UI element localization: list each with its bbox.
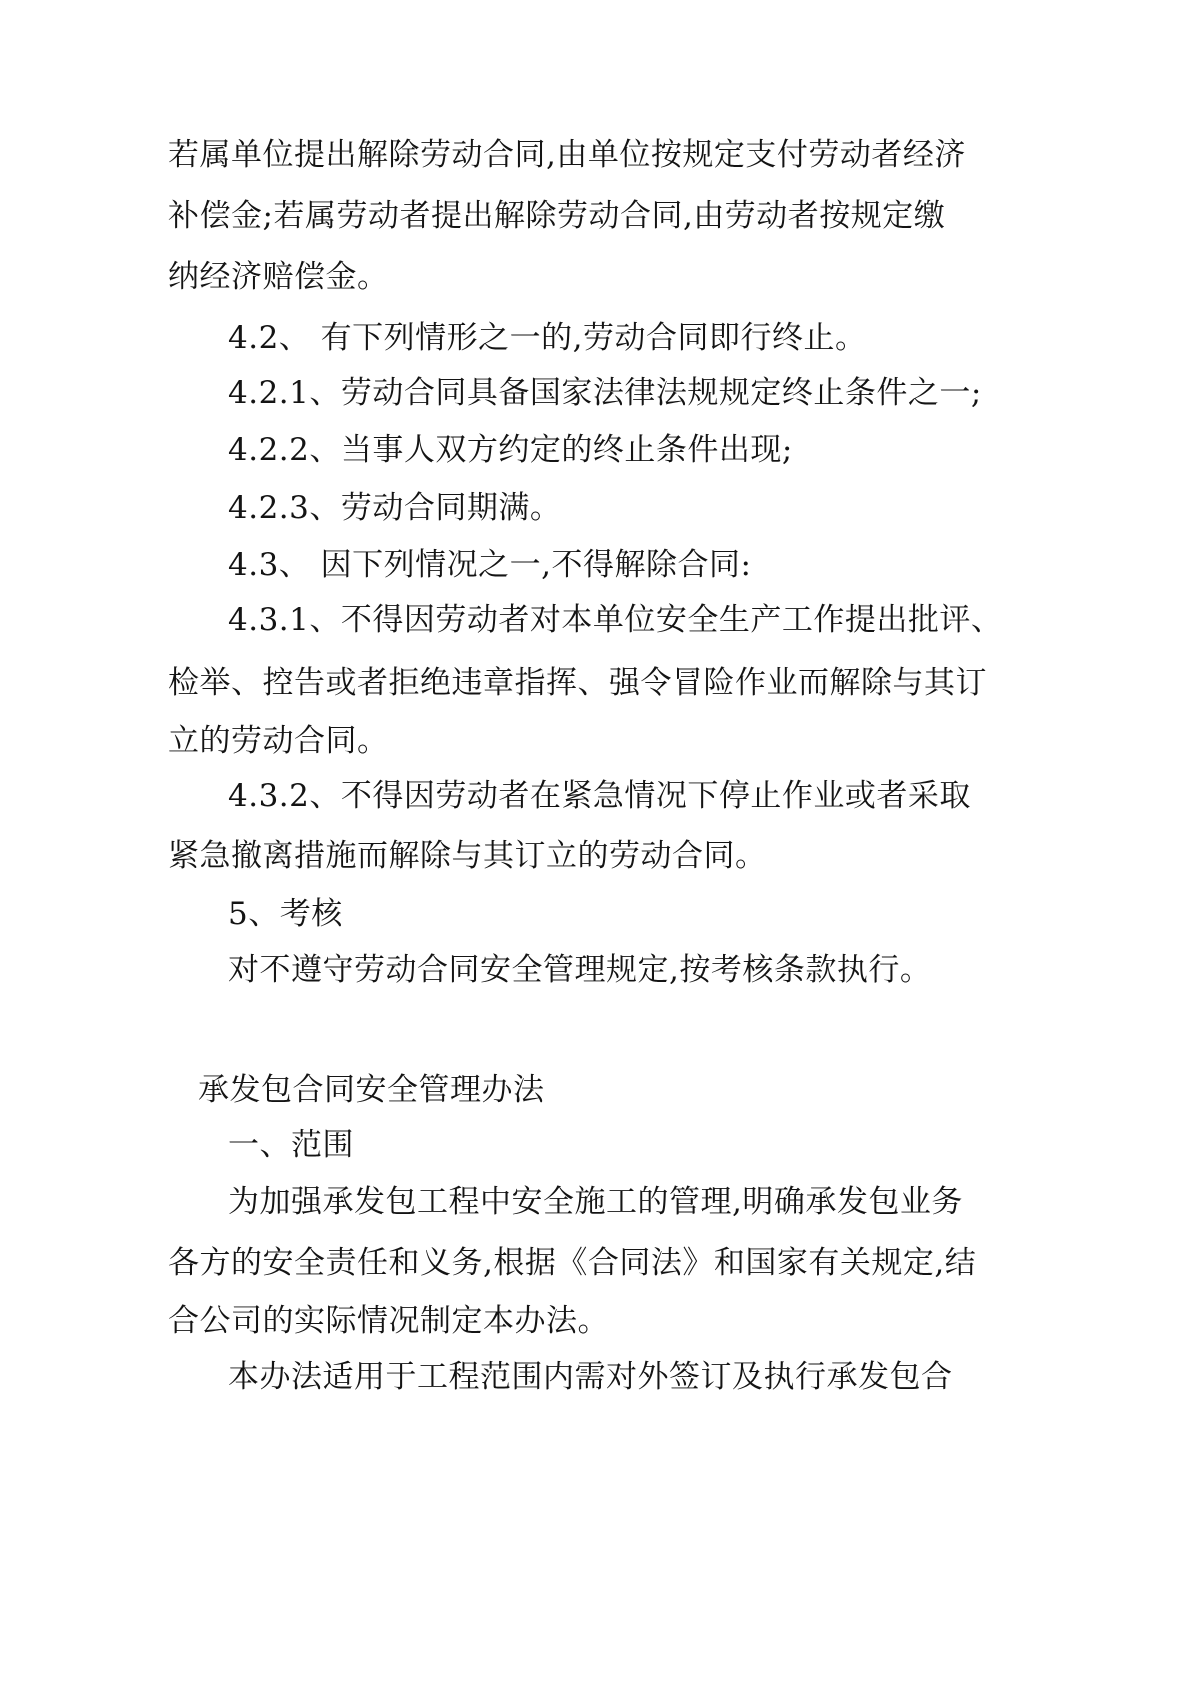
text-line: 检举、控告或者拒绝违章指挥、强令冒险作业而解除与其订 bbox=[168, 665, 987, 701]
text-line: 4.2.1、劳动合同具备国家法律法规规定终止条件之一; bbox=[228, 375, 982, 411]
text-line: 4.3.1、不得因劳动者对本单位安全生产工作提出批评、 bbox=[228, 602, 1003, 638]
text-line: 纳经济赔偿金。 bbox=[168, 259, 389, 295]
text-line: 4.3、 因下列情况之一,不得解除合同: bbox=[228, 547, 752, 583]
text-line: 补偿金;若属劳动者提出解除劳动合同,由劳动者按规定缴 bbox=[168, 198, 946, 234]
text-line: 4.3.2、不得因劳动者在紧急情况下停止作业或者采取 bbox=[228, 778, 971, 814]
text-line: 若属单位提出解除劳动合同,由单位按规定支付劳动者经济 bbox=[168, 137, 966, 173]
text-line: 紧急撤离措施而解除与其订立的劳动合同。 bbox=[168, 838, 767, 874]
text-line: 4.2.3、劳动合同期满。 bbox=[228, 490, 562, 526]
text-line: 4.2.2、当事人双方约定的终止条件出现; bbox=[228, 432, 793, 468]
text-line: 为加强承发包工程中安全施工的管理,明确承发包业务 bbox=[228, 1184, 963, 1220]
text-line: 各方的安全责任和义务,根据《合同法》和国家有关规定,结 bbox=[168, 1245, 977, 1281]
section-title: 承发包合同安全管理办法 bbox=[198, 1072, 545, 1108]
text-line: 合公司的实际情况制定本办法。 bbox=[168, 1303, 609, 1339]
text-line: 对不遵守劳动合同安全管理规定,按考核条款执行。 bbox=[228, 952, 932, 988]
text-line: 本办法适用于工程范围内需对外签订及执行承发包合 bbox=[228, 1359, 953, 1395]
text-line: 4.2、 有下列情形之一的,劳动合同即行终止。 bbox=[228, 320, 867, 356]
section-heading: 一、范围 bbox=[228, 1127, 354, 1163]
text-line: 5、考核 bbox=[228, 896, 343, 932]
text-line: 立的劳动合同。 bbox=[168, 723, 389, 759]
